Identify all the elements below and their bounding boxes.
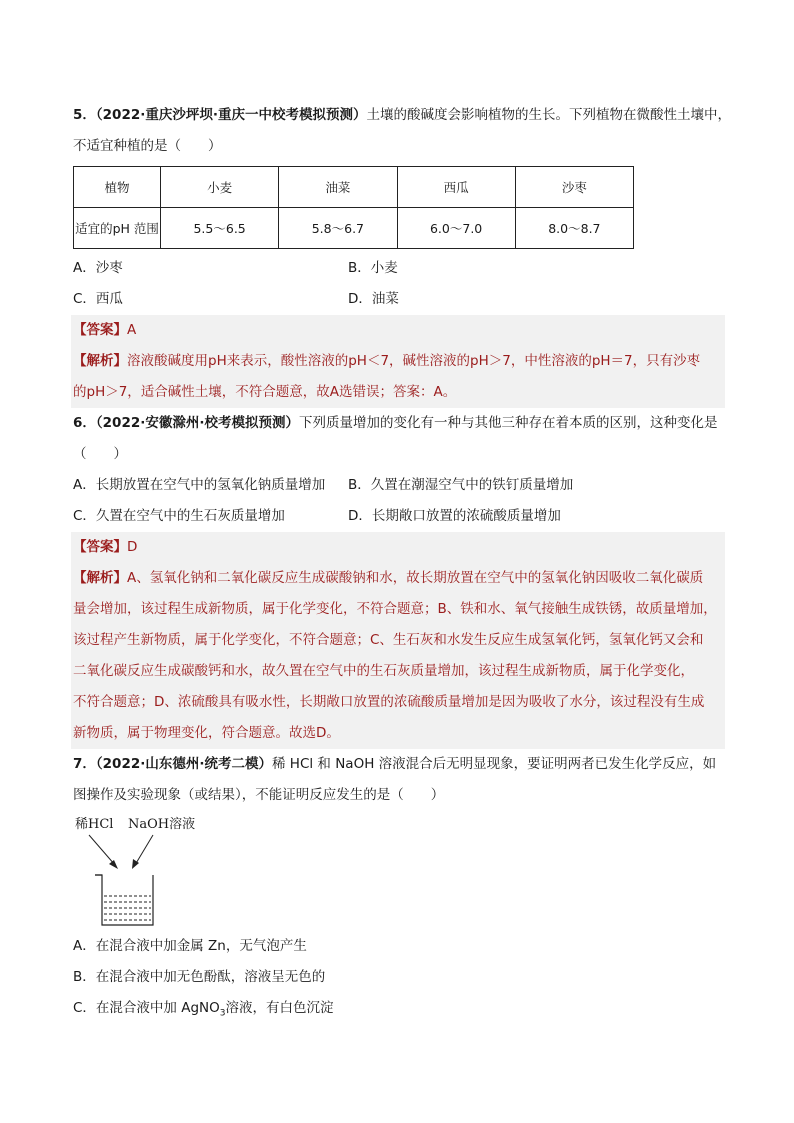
q5-option-a: A．沙枣	[73, 260, 123, 276]
ph-table-cell: 沙枣	[515, 167, 633, 208]
analysis-tag: 【解析】	[73, 570, 127, 586]
q7-option-c	[73, 993, 723, 1024]
q6-option-b: B．久置在潮湿空气中的铁钉质量增加	[348, 477, 574, 493]
ph-table-cell: 小麦	[161, 167, 279, 208]
q6-number: 6．	[73, 415, 96, 431]
analysis-text: 溶液酸碱度用pH来表示，酸性溶液的pH＜7，碱性溶液的pH＞7，中性溶液的pH＝7，只有沙枣	[127, 353, 701, 369]
beaker-diagram	[73, 813, 213, 931]
q5-options-row1	[73, 253, 723, 284]
q6-option-c: C．久置在空气中的生石灰质量增加	[73, 508, 285, 524]
q6-header	[73, 408, 723, 439]
ph-table-cell: 油菜	[279, 167, 397, 208]
q5-analysis-line1	[73, 346, 723, 377]
ph-table-cell: 8.0～8.7	[515, 208, 633, 249]
analysis-text: A、氢氧化钠和二氧化碳反应生成碳酸钠和水，故长期放置在空气中的氢氧化钠因吸收二氧化碳质	[127, 570, 704, 586]
ph-table-data-row	[74, 208, 634, 249]
q6-option-a: A．长期放置在空气中的氢氧化钠质量增加	[73, 477, 326, 493]
q6-stem-line2: （ ）	[73, 446, 127, 462]
ph-table-cell: 植物	[74, 167, 161, 208]
beaker-icon	[95, 875, 153, 925]
beaker-figure	[73, 813, 723, 931]
q6-source: （2022·安徽滁州·校考模拟预测）	[95, 415, 299, 431]
q5-stem-line2: 不适宜种植的是（ ）	[73, 138, 222, 154]
q7-option-b: B．在混合液中加无色酚酞，溶液呈无色的	[73, 969, 326, 985]
q6-analysis-line4: 二氧化碳反应生成碳酸钙和水，故久置在空气中的生石灰质量增加，该过程生成新物质，属于化学变化，	[73, 663, 694, 679]
ph-table-cell: 5.5～6.5	[161, 208, 279, 249]
q6-options-row1	[73, 470, 723, 501]
content	[73, 100, 731, 1024]
answer-value: A	[127, 322, 137, 338]
q6-options-row2	[73, 501, 723, 532]
q5-option-c: C．西瓜	[73, 291, 123, 307]
q5-option-d: D．油菜	[348, 291, 399, 307]
q6-analysis-line5: 不符合题意；D、浓硫酸具有吸水性，长期敞口放置的浓硫酸质量增加是因为吸收了水分，该过程没有生成	[73, 694, 705, 710]
q7-number: 7．	[73, 756, 96, 772]
q7-stem-line2: 图操作及实验现象（或结果），不能证明反应发生的是（ ）	[73, 787, 445, 803]
answer-value: D	[127, 539, 138, 555]
q6-answer	[73, 532, 723, 563]
ph-table-cell: 5.8～6.7	[279, 208, 397, 249]
q5-header	[73, 100, 731, 131]
q6-option-d: D．长期敞口放置的浓硫酸质量增加	[348, 508, 561, 524]
q5-stem-line1: 土壤的酸碱度会影响植物的生长。下列植物在微酸性土壤中，	[366, 107, 731, 123]
ph-table	[73, 166, 634, 249]
q6-analysis-line6: 新物质，属于物理变化，符合题意。故选D。	[73, 725, 340, 741]
q5-number: 5．	[73, 107, 96, 123]
q5-answer	[73, 315, 723, 346]
q7-option-a: A．在混合液中加金属 Zn，无气泡产生	[73, 938, 307, 954]
arrow-right-icon	[132, 835, 153, 869]
q6-answer-block	[71, 532, 725, 749]
q5-option-b: B．小麦	[348, 260, 398, 276]
answer-tag: 【答案】	[73, 539, 127, 555]
answer-tag: 【答案】	[73, 322, 127, 338]
ph-table-cell: 西瓜	[397, 167, 515, 208]
q6-analysis-line2: 量会增加，该过程生成新物质，属于化学变化，不符合题意；B、铁和水、氧气接触生成铁锈，故质量增加，	[73, 601, 717, 617]
ph-table-header-row	[74, 167, 634, 208]
q7-option-c-post: 溶液，有白色沉淀	[225, 1000, 334, 1016]
ph-table-cell: 适宜的pH 范围	[74, 208, 161, 249]
q6-analysis-line3: 该过程产生新物质，属于化学变化，不符合题意；C、生石灰和水发生反应生成氢氧化钙，氢氧化钙又会和	[73, 632, 704, 648]
q5-options-row2	[73, 284, 723, 315]
q5-answer-block	[71, 315, 725, 408]
q7-header	[73, 749, 723, 780]
q5-analysis-line2: 的pH＞7，适合碱性土壤，不符合题意，故A选错误；答案：A。	[73, 384, 457, 400]
label-naoh-solution: NaOH溶液	[128, 817, 196, 832]
q5-source: （2022·重庆沙坪坝·重庆一中校考模拟预测）	[95, 107, 367, 123]
q6-analysis-line1	[73, 563, 723, 594]
q7-stem-line1: 稀 HCl 和 NaOH 溶液混合后无明显现象，要证明两者已发生化学反应，如	[272, 756, 717, 772]
q7-source: （2022·山东德州·统考二模）	[95, 756, 272, 772]
analysis-tag: 【解析】	[73, 353, 127, 369]
ph-table-cell: 6.0～7.0	[397, 208, 515, 249]
label-dilute-hcl: 稀HCl	[75, 817, 114, 832]
q7-option-c-pre: C．在混合液中加 AgNO	[73, 1000, 220, 1016]
arrow-left-icon	[89, 835, 118, 869]
q7-option-c-subscript: 3	[219, 1008, 226, 1019]
q6-stem-line1: 下列质量增加的变化有一种与其他三种存在着本质的区别，这种变化是	[299, 415, 718, 431]
